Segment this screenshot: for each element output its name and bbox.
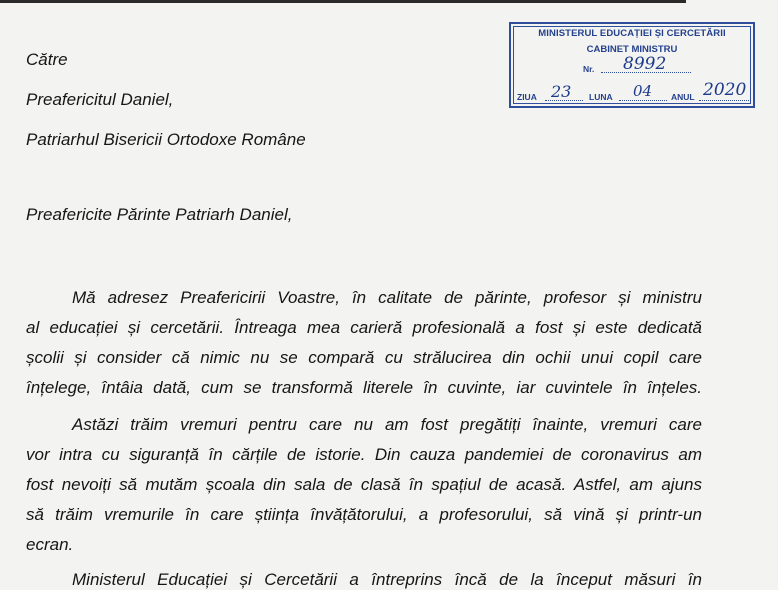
letter-recipient: Preafericitul Daniel, <box>26 90 174 109</box>
stamp-cabinet: CABINET MINISTRU <box>586 44 678 55</box>
stamp-luna-label: LUNA <box>589 92 613 102</box>
paragraph2-line1: Astăzi trăim vremuri pentru care nu am fost pregătiți înainte, vremuri care <box>72 415 702 434</box>
stamp-nr-value: 8992 <box>623 54 667 74</box>
paragraph2-line2: vor intra cu siguranță în cărțile de istorie. Din cauza pandemiei de coronavirus am <box>26 445 702 464</box>
paragraph1-line4: înțelege, întâia dată, cum se transformă literele în cuvinte, iar cuvintele în înțeles. <box>26 378 702 397</box>
letter-salutation: Preafericite Părinte Patriarh Daniel, <box>26 205 293 224</box>
stamp-luna-value: 04 <box>633 82 653 100</box>
paragraph2-line4: să trăim vremurile în care știința învățătorului, a profesorului, să vină și printr-un <box>26 505 702 524</box>
letter-recipient-title: Patriarhul Bisericii Ortodoxe Române <box>26 130 306 149</box>
paragraph1-line1: Mă adresez Preafericirii Voastre, în calitate de părinte, profesor și ministru <box>72 288 702 307</box>
paragraph2-line3: fost nevoiți să mutăm școala din sala de clasă în spațiul de acasă. Astfel, am ajuns <box>26 475 702 494</box>
stamp-ministry-name: MINISTERUL EDUCAȚIEI ȘI CERCETĂRII <box>538 28 726 39</box>
stamp-anul-line <box>699 100 749 101</box>
page-top-edge <box>0 0 686 3</box>
stamp-ziua-value: 23 <box>551 82 572 101</box>
paragraph1-line3: școlii și consider că nimic nu se compară cu strălucirea din ochii unui copil care <box>26 348 702 367</box>
paragraph1-line2: al educației și cercetării. Întreaga mea carieră profesională a fost și este dedicată <box>26 318 702 337</box>
stamp-anul-value: 2020 <box>703 80 747 100</box>
letter-to: Către <box>26 50 68 69</box>
paragraph2-line5: ecran. <box>26 535 74 554</box>
stamp-nr-label: Nr. <box>583 64 595 74</box>
paragraph3-line1: Ministerul Educației și Cercetării a întreprins încă de la început măsuri în <box>72 570 702 589</box>
stamp-ziua-label: ZIUA <box>517 92 537 102</box>
registration-stamp <box>509 22 755 108</box>
stamp-luna-line <box>619 100 667 101</box>
stamp-anul-label: ANUL <box>671 92 695 102</box>
